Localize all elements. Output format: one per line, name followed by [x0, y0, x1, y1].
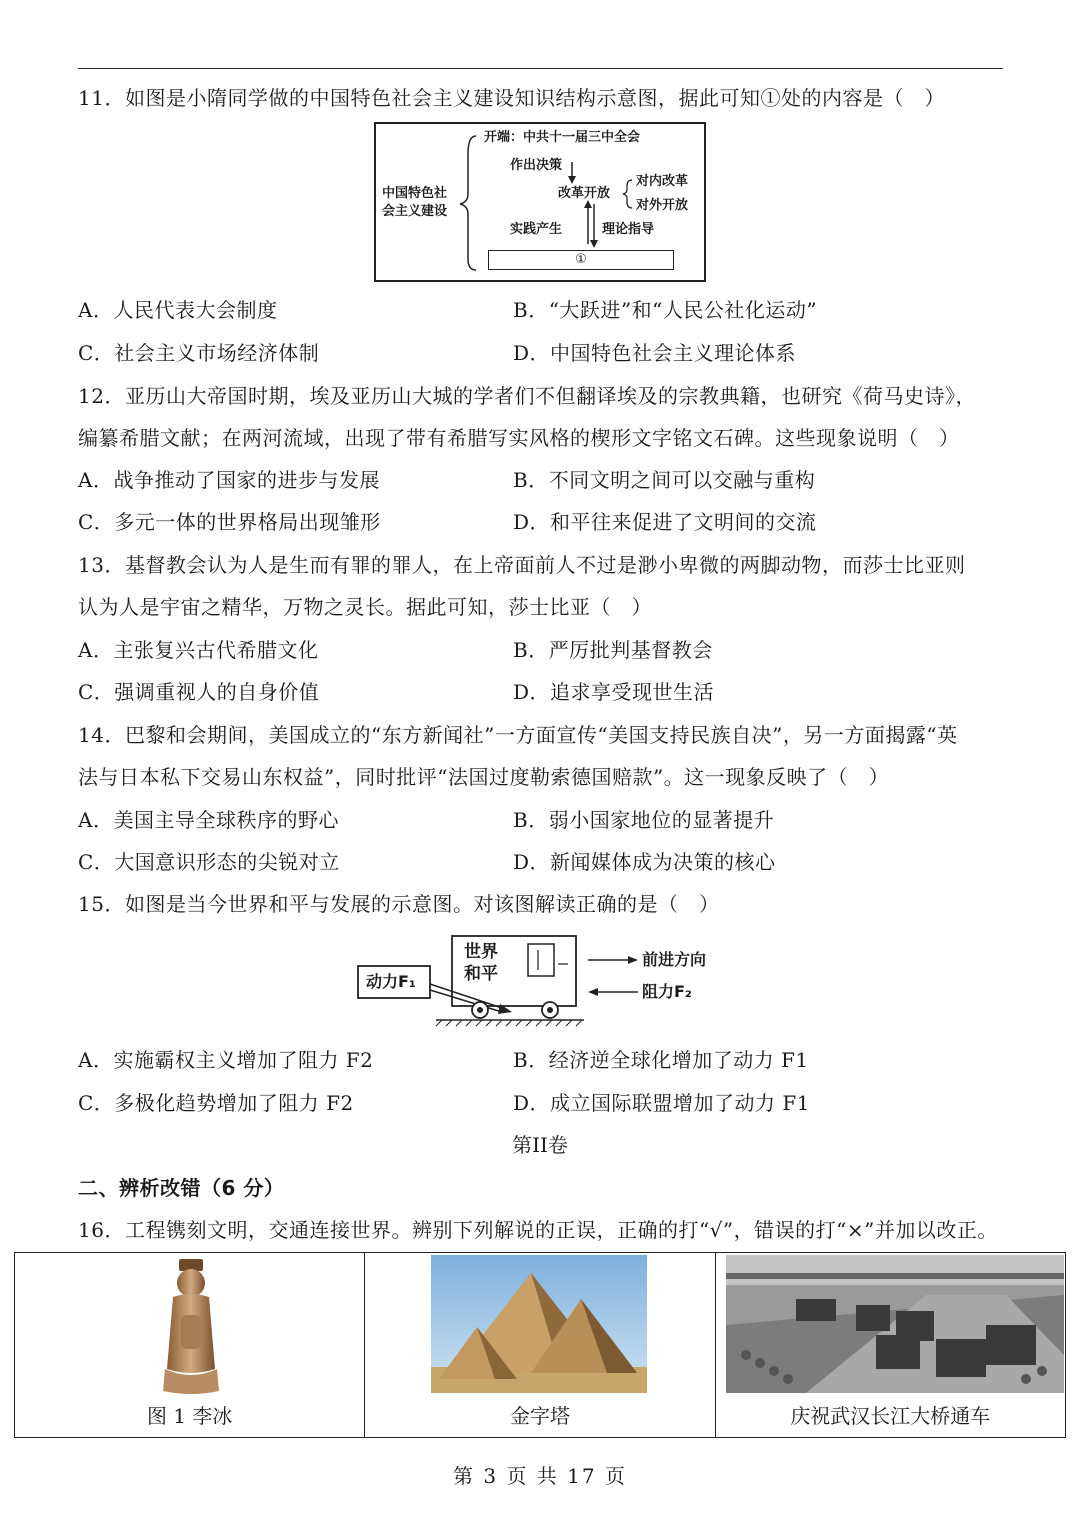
q15-stem: 15．如图是当今世界和平与发展的示意图。对该图解读正确的是（ ） [78, 892, 720, 916]
q13-option-d: D．追求享受现世生活 [513, 680, 715, 704]
q16-cell-2 [365, 1253, 715, 1437]
q15-option-a: A．实施霸权主义增加了阻力 F2 [78, 1048, 374, 1072]
wuhan-bridge-image [726, 1255, 1064, 1393]
q16-caption-1: 图 1 李冰 [146, 1404, 233, 1428]
q12-option-d: D．和平往来促进了文明间的交流 [513, 510, 817, 534]
q15-diagram [352, 928, 732, 1028]
q15-forward-label: 前进方向 [642, 950, 707, 969]
q13-line2: 认为人是宇宙之精华，万物之灵长。据此可知，莎士比亚（ ） [78, 595, 652, 619]
q11-outer: 对外开放 [636, 198, 689, 213]
q11-diagram [374, 122, 706, 282]
q14-line1: 14．巴黎和会期间，美国成立的“东方新闻社”一方面宣传“美国支持民族自决”，另一方面揭露“英 [78, 723, 958, 747]
q11-option-a: A．人民代表大会制度 [78, 298, 278, 322]
q16-caption-2: 金字塔 [509, 1404, 570, 1428]
q11-decision: 作出决策 [510, 158, 563, 173]
q14-line2: 法与日本私下交易山东权益”，同时批评“法国过度勒索德国赔款”。这一现象反映了（ ） [78, 765, 890, 789]
section2-heading: 二、辨析改错（6 分） [78, 1176, 285, 1200]
q15-option-b: B．经济逆全球化增加了动力 F1 [513, 1048, 809, 1072]
q14-option-c: C．大国意识形态的尖锐对立 [78, 850, 340, 874]
q12-option-a: A．战争推动了国家的进步与发展 [78, 468, 380, 492]
q12-line2: 编纂希腊文献；在两河流域，出现了带有希腊写实风格的楔形文字铭文石碑。这些现象说明（ ） [78, 426, 960, 450]
q12-option-c: C．多元一体的世界格局出现雏形 [78, 510, 381, 534]
q16-stem: 16．工程镌刻文明，交通连接世界。辨别下列解说的正误，正确的打“√”，错误的打“×”并加以改正。 [78, 1218, 998, 1242]
q11-answer-box: ① [488, 250, 674, 270]
q11-stem: 11．如图是小隋同学做的中国特色社会主义建设知识结构示意图，据此可知①处的内容是（ ） [78, 86, 945, 110]
q15-truck-label-2: 和平 [464, 964, 498, 984]
q16-cell-1 [15, 1253, 365, 1437]
q16-image-table [14, 1252, 1066, 1438]
q15-option-d: D．成立国际联盟增加了动力 F1 [513, 1091, 810, 1115]
q12-option-b: B．不同文明之间可以交融与重构 [513, 468, 816, 492]
q12-line1: 12．亚历山大帝国时期，埃及亚历山大城的学者们不但翻译埃及的宗教典籍，也研究《荷马史诗》， [78, 384, 976, 408]
q11-left-label-2: 会主义建设 [382, 204, 448, 219]
q11-reform: 改革开放 [558, 186, 611, 201]
page-footer: 第 3 页 共 17 页 [453, 1464, 627, 1488]
section-volume-title: 第II卷 [512, 1133, 568, 1157]
q11-option-d: D．中国特色社会主义理论体系 [513, 341, 797, 365]
q13-option-a: A．主张复兴古代希腊文化 [78, 638, 319, 662]
q13-line1: 13．基督教会认为人是生而有罪的罪人，在上帝面前人不过是渺小卑微的两脚动物，而莎士比亚则 [78, 553, 966, 577]
top-rule [78, 68, 1003, 69]
q11-start: 开端：中共十一届三中全会 [484, 130, 641, 145]
q13-option-b: B．严厉批判基督教会 [513, 638, 713, 662]
q15-resist-label: 阻力F₂ [642, 982, 692, 1001]
q14-option-b: B．弱小国家地位的显著提升 [513, 808, 775, 832]
q16-cell-3 [716, 1253, 1065, 1437]
q13-option-c: C．强调重视人的自身价值 [78, 680, 320, 704]
q16-caption-3: 庆祝武汉长江大桥通车 [790, 1404, 991, 1428]
q11-option-c: C．社会主义市场经济体制 [78, 341, 320, 365]
q11-left-label-1: 中国特色社 [382, 186, 448, 201]
q15-option-c: C．多极化趋势增加了阻力 F2 [78, 1091, 354, 1115]
q11-inner: 对内改革 [636, 174, 689, 189]
q11-option-b: B．“大跃进”和“人民公社化运动” [513, 298, 818, 322]
q15-force1-label: 动力F₁ [366, 972, 416, 991]
q15-truck-label-1: 世界 [464, 942, 498, 962]
q14-option-d: D．新闻媒体成为决策的核心 [513, 850, 776, 874]
pyramids-image [431, 1255, 647, 1393]
q11-practice: 实践产生 [510, 222, 563, 237]
li-bing-statue-image [149, 1259, 233, 1397]
q14-option-a: A．美国主导全球秩序的野心 [78, 808, 339, 832]
q11-theory: 理论指导 [602, 222, 655, 237]
